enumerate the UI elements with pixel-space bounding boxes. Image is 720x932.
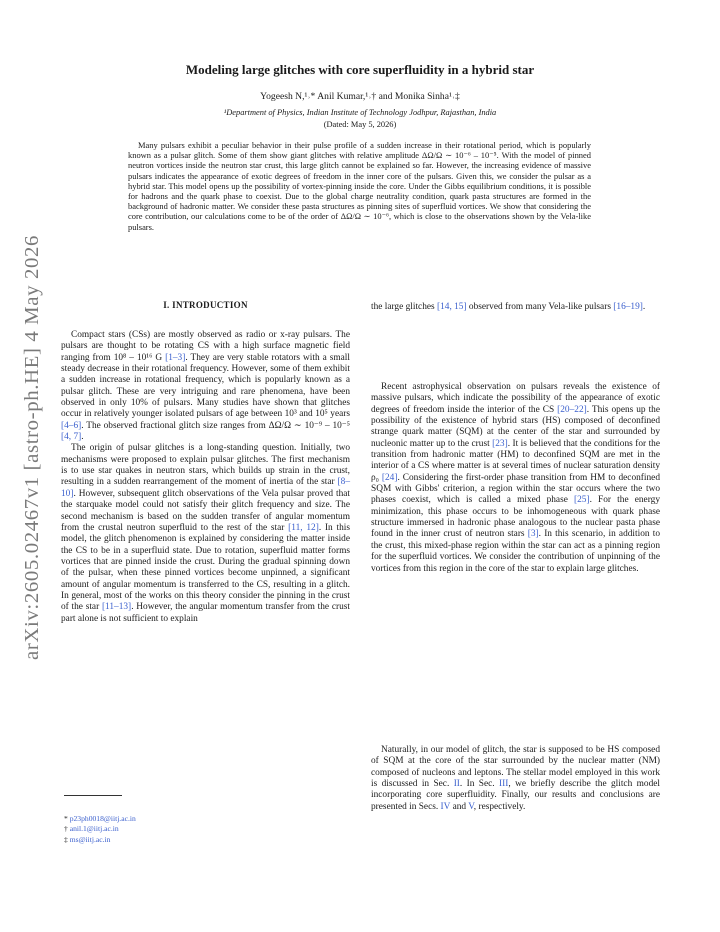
citation-link[interactable]: [3] — [527, 529, 539, 540]
citation-link[interactable]: [11, 12] — [288, 522, 319, 533]
section-link[interactable]: II — [453, 779, 460, 790]
paper-title: Modeling large glitches with core superfluidity in a hybrid star — [185, 62, 535, 77]
email-link[interactable]: anil.1@iitj.ac.in — [69, 824, 119, 834]
author-list: Yogeesh N,¹˒* Anil Kumar,¹˒† and Monika Sinha¹˒‡ — [260, 91, 460, 102]
arxiv-sidebar-stamp — [2, 232, 48, 662]
arxiv-id: arXiv:2605.02467v1 [astro-ph.HE] 4 May 2026 — [21, 250, 43, 660]
footnote-item: ‡ ms@iitj.ac.in — [64, 834, 111, 844]
paragraph: The origin of pulsar glitches is a long-standing question. Initially, two mechanisms were proposed to explain pulsar glitches. The first mechanism is to use star quakes in neutron stars, which builds up strain in the crust, resulting in a sudden rearrangement of the moment of inertia of the star [8–10]. However, subsequent glitch observations of the Vela pulsar proved that the starquake model could not satisfy their glitch frequency and size. The second mechanism is based on the sudden transfer of angular momentum from the crustal neutron superfluid to the rest of the star [11, 12]. In this model, the glitch phenomenon is explained by considering the matter inside the CS to be in a superfluid state. Due to rotation, superfluid matter forms vortices that are pinned inside the crust. During the gradual spinning down of the pulsar, when these pinned vortices become unpinned, a significant amount of angular momentum is transferred to the CS, resulting in a glitch. In general, most of the works on this theory consider the pinning in the crust of the star [11–13]. However, the angular momentum transfer from the crust part alone is not sufficient to explain — [61, 443, 350, 624]
citation-link[interactable]: [16–19] — [613, 302, 643, 312]
citation-link[interactable]: [4–6] — [61, 420, 82, 431]
citation-link[interactable]: [8–10] — [61, 477, 350, 499]
footnote-item: † anil.1@iitj.ac.in — [64, 824, 119, 834]
citation-link[interactable]: [24] — [381, 472, 398, 483]
citation-link[interactable]: [4, 7] — [61, 432, 82, 443]
email-link[interactable]: ms@iitj.ac.in — [69, 834, 111, 844]
citation-link[interactable]: [25] — [574, 495, 590, 506]
section-link[interactable]: V — [468, 801, 474, 812]
footnotes — [64, 814, 136, 845]
section-link[interactable]: IV — [440, 801, 451, 812]
citation-link[interactable]: [20–22] — [557, 404, 587, 415]
email-link[interactable]: p23ph0018@iitj.ac.in — [69, 814, 136, 823]
affiliation: ¹Department of Physics, Indian Institute of Technology Jodhpur, Rajasthan, India — [223, 108, 497, 117]
footnote-item: * p23ph0018@iitj.ac.in — [64, 814, 136, 823]
right-column-paragraph: Recent astrophysical observation on pulsars reveals the existence of massive pulsars, which indicate the possibility of the appearance of exotic degrees of freedom inside the interior of the CS [20–22]. This opens up the possibility of the existence of hybrid stars (HS) composed of deconfined strange quark matter (SQM) at the center of the star and surrounded by nucleonic matter up to the crust [23]. It is believed that the conditions for the transition from hadronic matter (HM) to deconfined SQM are met in the interior of a CS where matter is at several times of nuclear saturation density ρ₀ [24]. Considering the first-order phase transition from HM to deconfined SQM with Gibbs' criterion, a region within the star occurs where the two phases coexist, which is called a mixed phase [25]. For the energy minimization, this phase occurs to be inhomogeneous with quark phase structure immersed in hadronic phase analogous to the nuclear pasta phase found in the inner crust of neutron stars [3]. In this scenario, in addition to the crust, this mixed-phase region within the star can act as a pinning region for the superfluid vortices. We consider the contribution of unpinning of the vortices from this region in the core of the star to explain large glitches. — [371, 382, 661, 574]
left-column — [61, 330, 350, 625]
citation-link[interactable]: [14, 15] — [437, 302, 467, 312]
section-heading-introduction: I. INTRODUCTION — [163, 300, 248, 310]
section-link[interactable]: III — [499, 779, 509, 790]
date-line: (Dated: May 5, 2026) — [323, 120, 397, 129]
citation-link[interactable]: [11–13] — [101, 602, 132, 613]
footnote-divider — [64, 795, 122, 796]
citation-link[interactable]: [1–3] — [165, 352, 186, 363]
right-column-paragraph: Naturally, in our model of glitch, the star is supposed to be HS composed of SQM at the core of the star surrounded by the nuclear matter (NM) composed of nucleons and leptons. The stellar model employed in this work is discussed in Sec. II. In Sec. III, we briefly describe the glitch model incorporating core superfluidity. Finally, our results and conclusions are presented in Secs. IV and V, respectively. — [371, 745, 660, 812]
paragraph: Compact stars (CSs) are mostly observed as radio or x-ray pulsars. The pulsars are thought to be rotating CS with a high surface magnetic field ranging from 10⁸ – 10¹⁶ G [1–3]. They are very stable rotators with a small steady decrease in their rotational frequency. However, some of them exhibit a sudden increase in rotational frequency, which is popularly known as a pulsar glitch. These are very intriguing and rare phenomena, have been observed in only 10% of pulsars. Many studies have shown that glitches occur in relatively younger isolated pulsars of age between 10³ and 10⁵ years [4–6]. The observed fractional glitch size ranges from ΔΩ/Ω ∼ 10⁻⁹ – 10⁻⁵ [4, 7]. — [61, 330, 350, 443]
abstract: Many pulsars exhibit a peculiar behavior in their pulse profile of a sudden increase in their rotational period, which is popularly known as a pulsar glitch. Some of them show giant glitches with relative amplitude ΔΩ/Ω ∼ 10⁻⁶ – 10⁻⁵. With the model of pinned neutron vortices inside the neutron star crust, this large glitch cannot be explained so far. However, the increasing evidence of massive pulsars indicates the appearance of exotic degrees of freedom in the inner core of the pulsars. Given this, we consider the pulsar as a hybrid star. This model opens up the possibility of vortex-pinning inside the core. Under the Gibbs equilibrium conditions, it is possible for hadrons and the quark phase to coexist. Due to the global charge neutrality condition, quark pasta structures are formed in the background of hadronic matter. We consider these pasta structures as pinning sites of superfluid vortices. We show that considering the core contribution, our calculations come to be of the order of ΔΩ/Ω ∼ 10⁻⁶, which is close to the observations shown by the Vela-like pulsars. — [128, 140, 591, 232]
citation-link[interactable]: [23] — [492, 438, 508, 449]
right-column-continuation: the large glitches [14, 15] observed from many Vela-like pulsars [16–19]. — [371, 302, 646, 312]
